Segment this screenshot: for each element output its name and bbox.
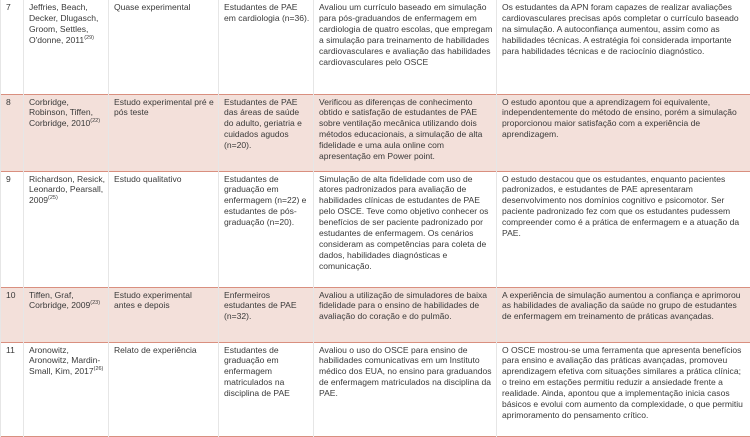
study-type: Estudo experimental pré e pós teste xyxy=(109,94,219,171)
authors-cell xyxy=(24,94,109,171)
reference: (22) xyxy=(90,118,100,124)
results: A experiência de simulação aumentou a confiança e aprimorou as habilidades de avaliação da saúde no grupo de estudantes de enfermagem em treinamento de práticas avançadas. xyxy=(497,287,750,342)
reference: (23) xyxy=(90,301,100,307)
population: Estudantes de graduação em enfermagem matriculados na disciplina de PAE xyxy=(219,342,314,436)
study-number: 11 xyxy=(1,342,24,436)
authors-cell xyxy=(24,342,109,436)
study-number: 9 xyxy=(1,171,24,287)
reference: (25) xyxy=(48,195,58,201)
population: Estudantes de PAE das áreas de saúde do adulto, geriatria e cuidados agudos (n=20). xyxy=(219,94,314,171)
objective: Avaliou um currículo baseado em simulação para pós-graduandos de enfermagem em cardiologia de quatro escolas, que empregam a simulação para treinamento de habilidades cardiovasculares e avaliação das habilidades cardiovasculares pelo OSCE xyxy=(314,0,497,94)
table-row xyxy=(1,342,750,436)
authors: Corbridge, Robinson, Tiffen, Corbridge, 2010 xyxy=(29,97,93,129)
study-type: Estudo experimental antes e depois xyxy=(109,287,219,342)
population: Estudantes de graduação em enfermagem (n=22) e estudantes de pós-graduação (n=20). xyxy=(219,171,314,287)
authors-cell xyxy=(24,0,109,94)
objective: Verificou as diferenças de conhecimento obtido e satisfação de estudantes de PAE sobre ventilação mecânica utilizando dois métodos educacionais, a simulação de alta fidelidade e uma aula online com apresentação em Power point. xyxy=(314,94,497,171)
objective: Avaliou o uso do OSCE para ensino de habilidades comunicativas em um Instituto médico dos EUA, no ensino para graduandos de enfermagem matriculados na disciplina da PAE. xyxy=(314,342,497,436)
authors-cell xyxy=(24,287,109,342)
results: O estudo apontou que a aprendizagem foi equivalente, independentemente do método de ensino, porém a simulação proporcionou maior satisfação com a experiência de aprendizagem. xyxy=(497,94,750,171)
authors: Tiffen, Graf, Corbridge, 2009 xyxy=(29,290,90,311)
table-row xyxy=(1,171,750,287)
table-row xyxy=(1,94,750,171)
authors: Aronowitz, Aronowitz, Mardin-Small, Kim, 2017 xyxy=(29,345,100,377)
study-number: 7 xyxy=(1,0,24,94)
table-row xyxy=(1,287,750,342)
population: Enfermeiros estudantes de PAE (n=32). xyxy=(219,287,314,342)
study-number: 8 xyxy=(1,94,24,171)
population: Estudantes de PAE em cardiologia (n=36). xyxy=(219,0,314,94)
study-number: 10 xyxy=(1,287,24,342)
results: O OSCE mostrou-se uma ferramenta que apresenta benefícios para ensino e avaliação das práticas avançadas, promoveu aprendizagem efetiva com situações similares a prática clínica; o treino em estações permitiu reduzir a ansiedade frente a realidade. Ainda, apontou que a implementação inicia casos básicos e evolui com aumento da complexidade, o que permitiu aprimoramento do pensamento crítico. xyxy=(497,342,750,436)
study-type: Relato de experiência xyxy=(109,342,219,436)
results: Os estudantes da APN foram capazes de realizar avaliações cardiovasculares precisas após completar o currículo baseado na simulação. A autoconfiança aumentou, assim como as habilidades técnicas. A estratégia foi considerada importante para habilidades técnicas e de raciocínio diagnóstico. xyxy=(497,0,750,94)
objective: Avaliou a utilização de simuladores de baixa fidelidade para o ensino de habilidades de avaliação do coração e do pulmão. xyxy=(314,287,497,342)
authors: Jeffries, Beach, Decker, Dlugasch, Groom, Settles, O'donne, 2011 xyxy=(29,2,98,45)
authors: Richardson, Resick, Leonardo, Pearsall, 2009 xyxy=(29,174,105,206)
results: O estudo destacou que os estudantes, enquanto pacientes padronizados, e estudantes de PAE apresentaram desenvolvimento nos domínios cognitivo e psicomotor. Ser paciente padronizado fez com que os estudantes pudessem compreender como é a prática de enfermagem e a atuação da PAE. xyxy=(497,171,750,287)
reference: (29) xyxy=(84,35,94,41)
study-type: Quase experimental xyxy=(109,0,219,94)
reference: (26) xyxy=(94,366,104,372)
objective: Simulação de alta fidelidade com uso de atores padronizados para avaliação de habilidades clínicas de estudantes de PAE pelo OSCE. Teve como objetivo conhecer os benefícios de ser paciente padronizado por estudantes de enfermagem. Os cenários consideram as competências para coleta de dados, habilidades diagnósticas e comunicação. xyxy=(314,171,497,287)
study-type: Estudo qualitativo xyxy=(109,171,219,287)
table-row xyxy=(1,0,750,94)
authors-cell xyxy=(24,171,109,287)
